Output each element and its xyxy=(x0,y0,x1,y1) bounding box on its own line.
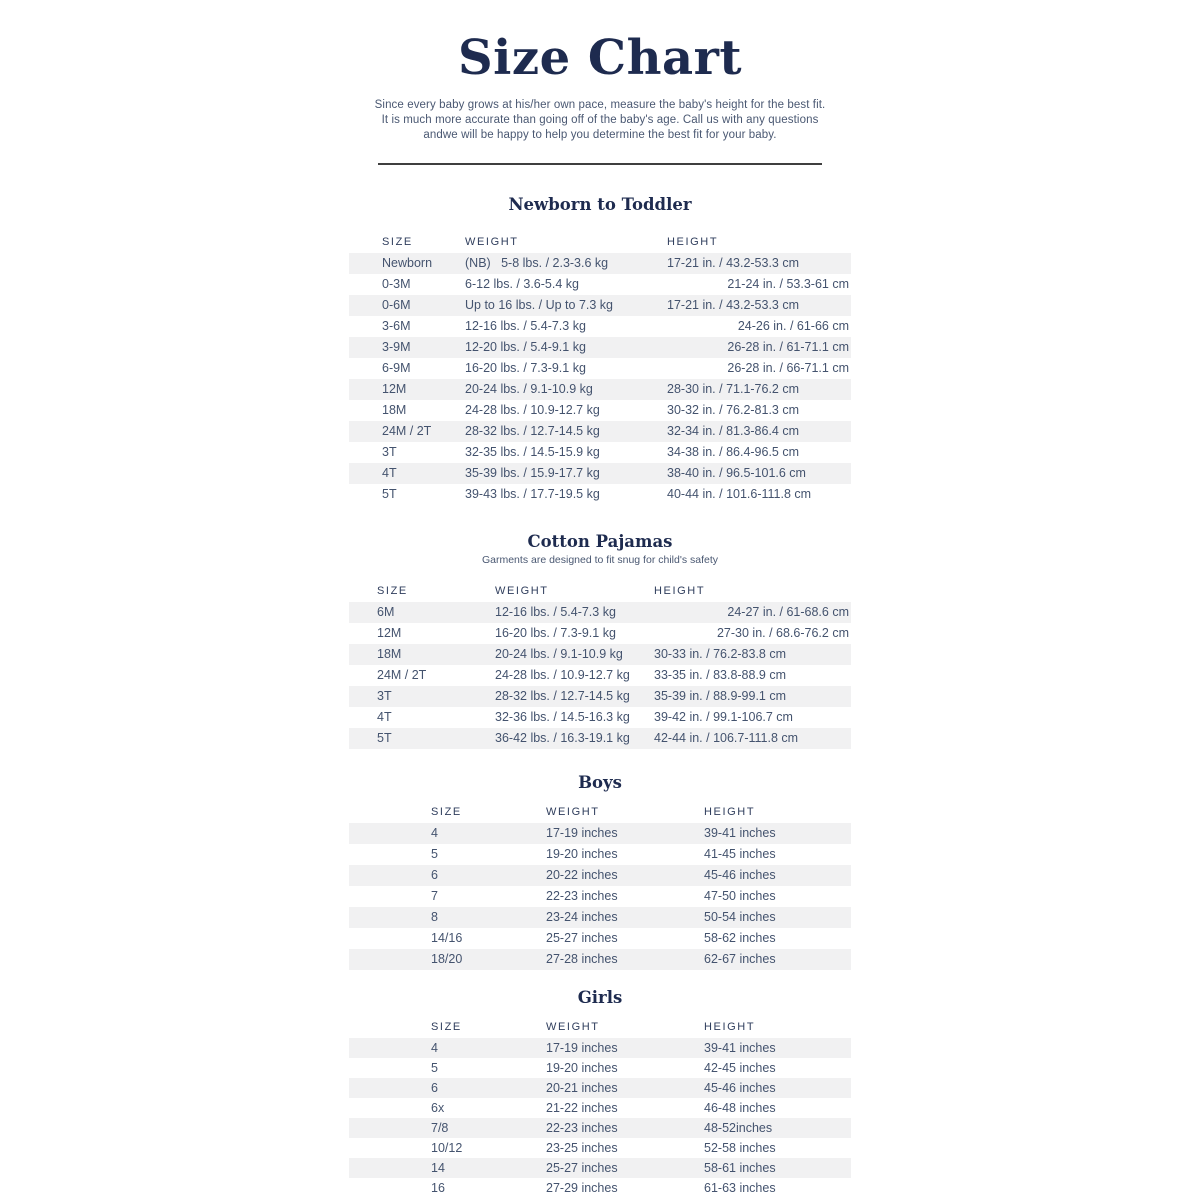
table-row xyxy=(349,949,851,970)
size-cell: 10/12 xyxy=(431,1141,463,1155)
height-cell: 33-35 in. / 83.8-88.9 cm xyxy=(654,668,787,682)
section-cotton-pajamas xyxy=(0,532,1200,749)
table-row xyxy=(349,644,851,665)
size-cell: 6M xyxy=(377,605,395,619)
height-cell: 45-46 inches xyxy=(704,868,776,882)
height-cell: 30-33 in. / 76.2-83.8 cm xyxy=(654,647,787,661)
height-cell: 50-54 inches xyxy=(704,910,776,924)
table-girls xyxy=(349,1016,851,1198)
table-row xyxy=(349,1038,851,1058)
table-row xyxy=(349,421,851,442)
size-cell: 4T xyxy=(377,710,392,724)
size-cell: 6-9M xyxy=(382,361,411,375)
height-cell: 28-30 in. / 71.1-76.2 cm xyxy=(667,382,800,396)
column-header-weight: WEIGHT xyxy=(546,806,600,818)
divider-rule xyxy=(378,163,822,165)
size-cell: 4 xyxy=(431,1041,438,1055)
weight-cell: 23-24 inches xyxy=(546,910,618,924)
section-title-cotton-pajamas: Cotton Pajamas xyxy=(527,532,673,551)
column-header-size: SIZE xyxy=(431,806,462,818)
size-cell: Newborn xyxy=(382,256,433,270)
weight-cell: Up to 16 lbs. / Up to 7.3 kg xyxy=(465,298,613,312)
size-cell: 5T xyxy=(382,487,397,501)
weight-cell: 17-19 inches xyxy=(546,826,618,840)
table-header-row xyxy=(349,580,851,602)
column-header-size: SIZE xyxy=(382,236,413,248)
size-cell: 16 xyxy=(431,1181,445,1195)
column-header-weight: WEIGHT xyxy=(546,1021,600,1033)
size-cell: 4T xyxy=(382,466,397,480)
size-cell: 3T xyxy=(382,445,397,459)
size-cell: 5T xyxy=(377,731,392,745)
table-row xyxy=(349,400,851,421)
size-cell: 4 xyxy=(431,826,438,840)
height-cell: 32-34 in. / 81.3-86.4 cm xyxy=(667,424,800,438)
size-cell: 3-9M xyxy=(382,340,411,354)
table-row xyxy=(349,602,851,623)
size-cell: 5 xyxy=(431,847,438,861)
section-newborn-to-toddler xyxy=(0,195,1200,505)
size-cell: 7/8 xyxy=(431,1121,449,1135)
weight-cell: 32-36 lbs. / 14.5-16.3 kg xyxy=(495,710,630,724)
height-cell: 17-21 in. / 43.2-53.3 cm xyxy=(667,256,800,270)
height-cell: 38-40 in. / 96.5-101.6 cm xyxy=(667,466,806,480)
height-cell: 24-27 in. / 61-68.6 cm xyxy=(727,605,849,619)
height-cell: 58-62 inches xyxy=(704,931,776,945)
weight-cell: 16-20 lbs. / 7.3-9.1 kg xyxy=(465,361,586,375)
weight-cell: 28-32 lbs. / 12.7-14.5 kg xyxy=(495,689,630,703)
column-header-weight: WEIGHT xyxy=(465,236,519,248)
height-cell: 24-26 in. / 61-66 cm xyxy=(737,319,849,333)
size-cell: 18M xyxy=(382,403,407,417)
weight-cell: 24-28 lbs. / 10.9-12.7 kg xyxy=(465,403,600,417)
weight-cell: 12-20 lbs. / 5.4-9.1 kg xyxy=(465,340,586,354)
table-row xyxy=(349,1078,851,1098)
table-header-row xyxy=(349,1016,851,1038)
table-row xyxy=(349,484,851,505)
column-header-size: SIZE xyxy=(377,585,408,597)
height-cell: 47-50 inches xyxy=(704,889,776,903)
weight-cell: (NB) 5-8 lbs. / 2.3-3.6 kg xyxy=(465,256,609,270)
table-boys xyxy=(349,801,851,970)
height-cell: 27-30 in. / 68.6-76.2 cm xyxy=(716,626,849,640)
table-row xyxy=(349,274,851,295)
size-cell: 3T xyxy=(377,689,392,703)
weight-cell: 12-16 lbs. / 5.4-7.3 kg xyxy=(495,605,616,619)
page-subtitle xyxy=(0,98,1200,143)
height-cell: 35-39 in. / 88.9-99.1 cm xyxy=(654,689,787,703)
table-row xyxy=(349,928,851,949)
table-row xyxy=(349,295,851,316)
section-title-newborn-to-toddler: Newborn to Toddler xyxy=(508,195,692,214)
table-row xyxy=(349,316,851,337)
table-row xyxy=(349,865,851,886)
size-cell: 18M xyxy=(377,647,402,661)
weight-cell: 35-39 lbs. / 15.9-17.7 kg xyxy=(465,466,600,480)
table-row xyxy=(349,686,851,707)
height-cell: 40-44 in. / 101.6-111.8 cm xyxy=(667,487,812,501)
height-cell: 21-24 in. / 53.3-61 cm xyxy=(727,277,849,291)
height-cell: 26-28 in. / 66-71.1 cm xyxy=(727,361,849,375)
column-header-size: SIZE xyxy=(431,1021,462,1033)
weight-cell: 19-20 inches xyxy=(546,847,618,861)
weight-cell: 28-32 lbs. / 12.7-14.5 kg xyxy=(465,424,600,438)
size-cell: 24M / 2T xyxy=(377,668,427,682)
height-cell: 62-67 inches xyxy=(704,952,776,966)
table-row xyxy=(349,337,851,358)
table-header-row xyxy=(349,801,851,823)
weight-cell: 21-22 inches xyxy=(546,1101,618,1115)
subtitle-line-1: Since every baby grows at his/her own pace, measure the baby's height for the best fit. xyxy=(374,99,826,111)
weight-cell: 22-23 inches xyxy=(546,889,618,903)
weight-cell: 12-16 lbs. / 5.4-7.3 kg xyxy=(465,319,586,333)
page-title: Size Chart xyxy=(457,30,743,86)
section-girls xyxy=(0,988,1200,1198)
height-cell: 58-61 inches xyxy=(704,1161,776,1175)
size-cell: 6x xyxy=(431,1101,445,1115)
table-row xyxy=(349,379,851,400)
table-body xyxy=(349,823,851,970)
size-cell: 12M xyxy=(382,382,407,396)
size-cell: 24M / 2T xyxy=(382,424,432,438)
table-body xyxy=(349,1038,851,1198)
height-cell: 45-46 inches xyxy=(704,1081,776,1095)
section-title-boys: Boys xyxy=(578,773,622,792)
weight-cell: 24-28 lbs. / 10.9-12.7 kg xyxy=(495,668,630,682)
weight-cell: 16-20 lbs. / 7.3-9.1 kg xyxy=(495,626,616,640)
size-cell: 12M xyxy=(377,626,402,640)
weight-cell: 20-22 inches xyxy=(546,868,618,882)
size-cell: 6 xyxy=(431,1081,438,1095)
table-header-row xyxy=(349,231,851,253)
column-header-weight: WEIGHT xyxy=(495,585,549,597)
height-cell: 39-41 inches xyxy=(704,826,776,840)
weight-cell: 36-42 lbs. / 16.3-19.1 kg xyxy=(495,731,630,745)
weight-cell: 17-19 inches xyxy=(546,1041,618,1055)
size-cell: 14/16 xyxy=(431,931,463,945)
size-cell: 6 xyxy=(431,868,438,882)
table-newborn-to-toddler xyxy=(349,231,851,505)
height-cell: 34-38 in. / 86.4-96.5 cm xyxy=(667,445,800,459)
height-cell: 42-44 in. / 106.7-111.8 cm xyxy=(654,731,799,745)
table-row xyxy=(349,1158,851,1178)
table-row xyxy=(349,1058,851,1078)
table-row xyxy=(349,1138,851,1158)
height-cell: 61-63 inches xyxy=(704,1181,776,1195)
weight-cell: 20-24 lbs. / 9.1-10.9 kg xyxy=(465,382,593,396)
table-row xyxy=(349,886,851,907)
height-cell: 26-28 in. / 61-71.1 cm xyxy=(727,340,849,354)
column-header-height: HEIGHT xyxy=(704,1021,756,1033)
height-cell: 48-52inches xyxy=(704,1121,773,1135)
table-row xyxy=(349,1178,851,1198)
table-row xyxy=(349,665,851,686)
column-header-height: HEIGHT xyxy=(667,236,719,248)
table-body xyxy=(349,602,851,749)
table-row xyxy=(349,358,851,379)
table-row xyxy=(349,1098,851,1118)
section-title-girls: Girls xyxy=(577,988,623,1007)
column-header-height: HEIGHT xyxy=(704,806,756,818)
section-boys xyxy=(0,773,1200,970)
table-row xyxy=(349,442,851,463)
table-row xyxy=(349,623,851,644)
table-row xyxy=(349,463,851,484)
weight-cell: 22-23 inches xyxy=(546,1121,618,1135)
weight-cell: 27-28 inches xyxy=(546,952,618,966)
table-row xyxy=(349,844,851,865)
height-cell: 17-21 in. / 43.2-53.3 cm xyxy=(667,298,800,312)
height-cell: 30-32 in. / 76.2-81.3 cm xyxy=(667,403,800,417)
cotton-pajamas-note: Garments are designed to fit snug for child's safety xyxy=(481,554,719,566)
weight-cell: 20-24 lbs. / 9.1-10.9 kg xyxy=(495,647,623,661)
table-row xyxy=(349,728,851,749)
weight-cell: 39-43 lbs. / 17.7-19.5 kg xyxy=(465,487,600,501)
size-cell: 18/20 xyxy=(431,952,463,966)
weight-cell: 19-20 inches xyxy=(546,1061,618,1075)
column-header-height: HEIGHT xyxy=(654,585,706,597)
size-cell: 0-6M xyxy=(382,298,411,312)
table-row xyxy=(349,253,851,274)
size-cell: 3-6M xyxy=(382,319,411,333)
height-cell: 52-58 inches xyxy=(704,1141,776,1155)
table-row xyxy=(349,907,851,928)
weight-cell: 6-12 lbs. / 3.6-5.4 kg xyxy=(465,277,579,291)
height-cell: 42-45 inches xyxy=(704,1061,776,1075)
weight-cell: 32-35 lbs. / 14.5-15.9 kg xyxy=(465,445,600,459)
size-cell: 5 xyxy=(431,1061,438,1075)
table-body xyxy=(349,253,851,505)
weight-cell: 20-21 inches xyxy=(546,1081,618,1095)
size-cell: 7 xyxy=(431,889,438,903)
height-cell: 41-45 inches xyxy=(704,847,776,861)
height-cell: 39-42 in. / 99.1-106.7 cm xyxy=(654,710,793,724)
size-cell: 0-3M xyxy=(382,277,411,291)
weight-cell: 25-27 inches xyxy=(546,1161,618,1175)
size-cell: 14 xyxy=(431,1161,445,1175)
table-row xyxy=(349,707,851,728)
subtitle-line-2: It is much more accurate than going off of the baby's age. Call us with any questions xyxy=(381,114,819,126)
weight-cell: 23-25 inches xyxy=(546,1141,618,1155)
height-cell: 39-41 inches xyxy=(704,1041,776,1055)
weight-cell: 25-27 inches xyxy=(546,931,618,945)
table-row xyxy=(349,1118,851,1138)
table-row xyxy=(349,823,851,844)
height-cell: 46-48 inches xyxy=(704,1101,776,1115)
size-cell: 8 xyxy=(431,910,438,924)
table-cotton-pajamas xyxy=(349,580,851,749)
weight-cell: 27-29 inches xyxy=(546,1181,618,1195)
subtitle-line-3: andwe will be happy to help you determine the best fit for your baby. xyxy=(423,129,777,141)
